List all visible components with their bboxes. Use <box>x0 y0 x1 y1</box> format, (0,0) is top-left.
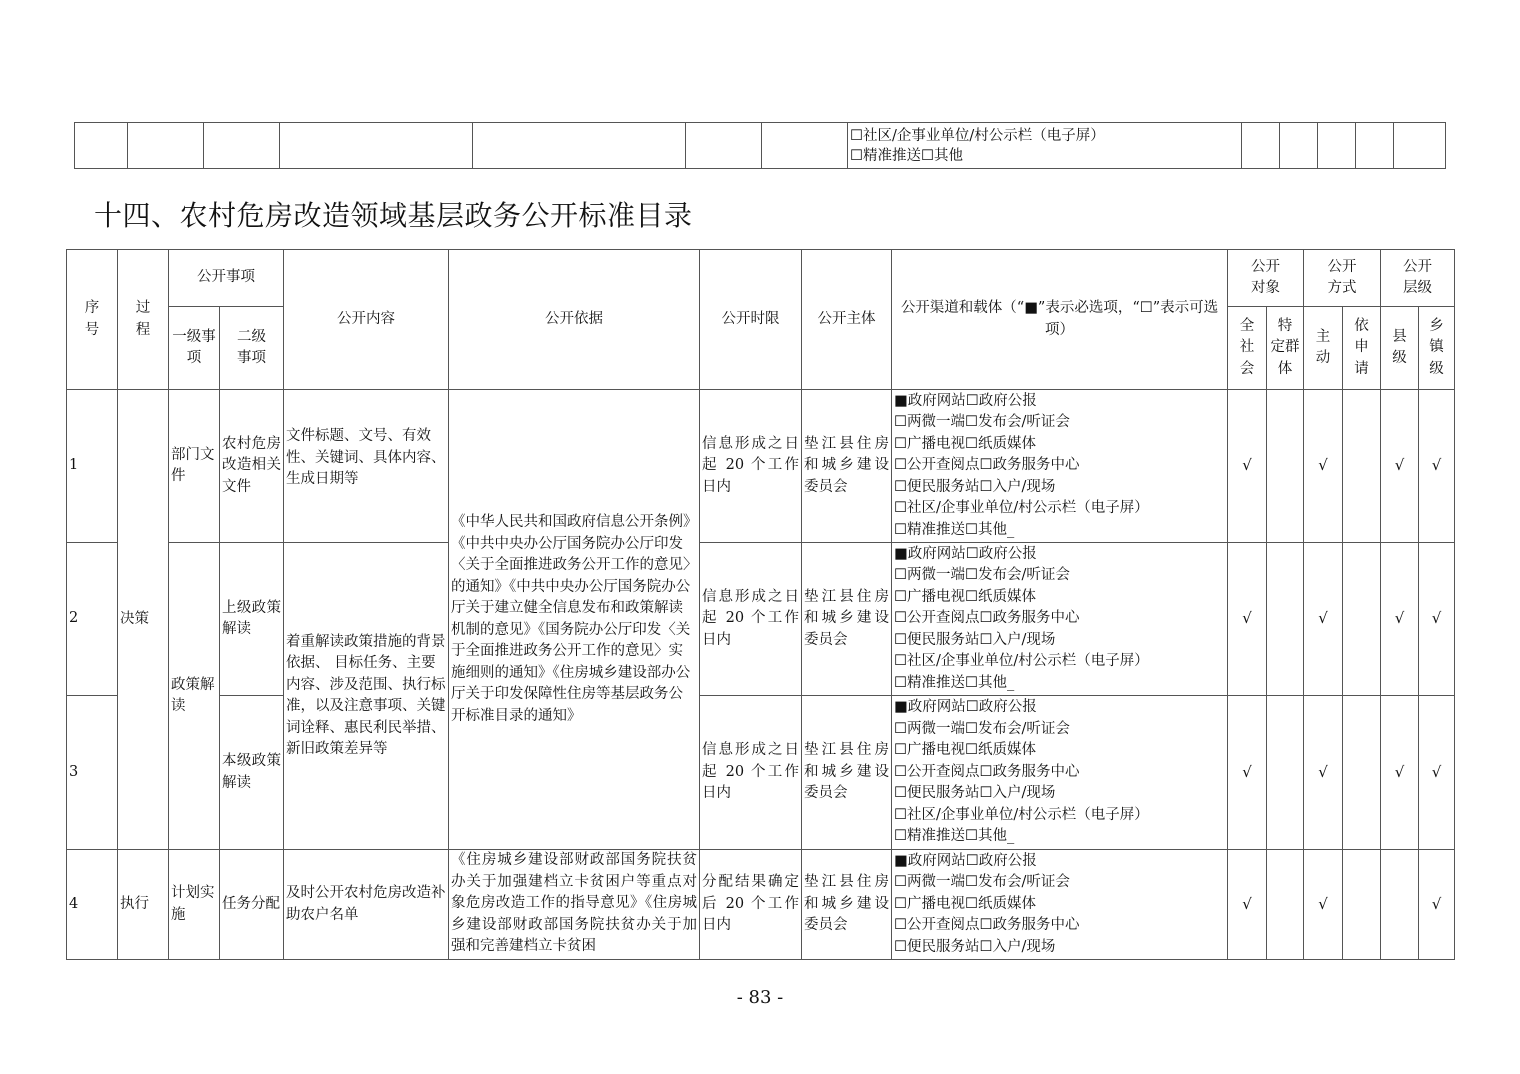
process-execute: 执行 <box>118 850 169 960</box>
table-header-row-1 <box>67 250 1455 307</box>
check-specific-group <box>1267 543 1304 696</box>
check-county: √ <box>1381 696 1419 850</box>
header-basis: 公开依据 <box>449 250 700 390</box>
row-time-limit: 信息形成之日起 20 个工作日内 <box>700 696 802 850</box>
header-time-limit: 公开时限 <box>700 250 802 390</box>
row-time-limit: 分配结果确定后 20 个工作日内 <box>700 850 802 960</box>
check-all-society: √ <box>1228 543 1267 696</box>
page-number: - 83 - <box>736 987 784 1008</box>
check-specific-group <box>1267 850 1304 960</box>
header-content: 公开内容 <box>284 250 449 390</box>
check-apply <box>1343 850 1381 960</box>
row-level1: 计划实施 <box>169 850 220 960</box>
row-channels: ■政府网站☐政府公报 ☐两微一端☐发布会/听证会 ☐广播电视☐纸质媒体 ☐公开查阅点☐政务服务中心 ☐便民服务站☐入户/现场 ☐社区/企事业单位/村公示栏（电子屏） ☐精准推送☐其他_ <box>892 390 1228 543</box>
check-county: √ <box>1381 543 1419 696</box>
row-level2: 本级政策解读 <box>220 696 284 850</box>
check-county: √ <box>1381 390 1419 543</box>
row-seq: 1 <box>67 390 118 543</box>
check-specific-group <box>1267 696 1304 850</box>
row-channels: ■政府网站☐政府公报 ☐两微一端☐发布会/听证会 ☐广播电视☐纸质媒体 ☐公开查阅点☐政务服务中心 ☐便民服务站☐入户/现场 <box>892 850 1228 960</box>
continuation-channels: ☐社区/企事业单位/村公示栏（电子屏） ☐精准推送☐其他 <box>848 123 1242 169</box>
policy-content: 着重解读政策措施的背景依据、 目标任务、主要内容、涉及范围、执行标准，以及注意事项、关键词诠释、惠民利民举措、新旧政策差异等 <box>284 543 449 850</box>
check-all-society: √ <box>1228 850 1267 960</box>
check-active: √ <box>1304 850 1343 960</box>
table-row <box>67 390 1455 543</box>
row-basis: 《住房城乡建设部财政部国务院扶贫办关于加强建档立卡贫困户等重点对象危房改造工作的指导意见》《住房城乡建设部财政部国务院扶贫办关于加强和完善建档立卡贫困 <box>449 850 700 960</box>
header-process: 过 程 <box>118 250 169 390</box>
check-town: √ <box>1419 696 1455 850</box>
row-level1-policy: 政策解读 <box>169 543 220 850</box>
table-row <box>67 696 1455 850</box>
row-level2: 农村危房改造相关文件 <box>220 390 284 543</box>
header-target: 公开 对象 <box>1228 250 1304 307</box>
header-target-all: 全 社 会 <box>1228 307 1267 390</box>
header-method: 公开 方式 <box>1304 250 1381 307</box>
header-method-apply: 依 申 请 <box>1343 307 1381 390</box>
header-channel: 公开渠道和载体（“■”表示必选项，“☐”表示可选项） <box>892 250 1228 390</box>
check-active: √ <box>1304 543 1343 696</box>
disclosure-catalog-table <box>66 249 1455 960</box>
row-subject: 垫江县住房和城乡建设委员会 <box>802 696 892 850</box>
table-row <box>67 850 1455 960</box>
section-title: 十四、农村危房改造领域基层政务公开标准目录 <box>94 199 693 232</box>
check-all-society: √ <box>1228 696 1267 850</box>
check-apply <box>1343 696 1381 850</box>
row-subject: 垫江县住房和城乡建设委员会 <box>802 543 892 696</box>
header-level: 公开 层级 <box>1381 250 1455 307</box>
header-level-county: 县 级 <box>1381 307 1419 390</box>
shared-basis: 《中华人民共和国政府信息公开条例》《中共中央办公厅国务院办公厅印发〈关于全面推进政务公开工作的意见〉的通知》《中共中央办公厅国务院办公厅关于建立健全信息发布和政策解读机制的意见》《国务院办公厅印发〈关于全面推进政务公开工作的意见〉实施细则的通知》《住房城乡建设部办公厅关于印发保障性住房等基层政务公开标准目录的通知》 <box>449 390 700 850</box>
row-channels: ■政府网站☐政府公报 ☐两微一端☐发布会/听证会 ☐广播电视☐纸质媒体 ☐公开查阅点☐政务服务中心 ☐便民服务站☐入户/现场 ☐社区/企事业单位/村公示栏（电子屏） ☐精准推送☐其他_ <box>892 543 1228 696</box>
row-seq: 2 <box>67 543 118 696</box>
continuation-table <box>74 122 1446 169</box>
check-all-society: √ <box>1228 390 1267 543</box>
check-active: √ <box>1304 696 1343 850</box>
check-town: √ <box>1419 543 1455 696</box>
row-level2: 上级政策解读 <box>220 543 284 696</box>
row-time-limit: 信息形成之日起 20 个工作日内 <box>700 390 802 543</box>
header-seq: 序 号 <box>67 250 118 390</box>
header-method-active: 主 动 <box>1304 307 1343 390</box>
row-seq: 3 <box>67 696 118 850</box>
row-subject: 垫江县住房和城乡建设委员会 <box>802 850 892 960</box>
header-level-town: 乡 镇 级 <box>1419 307 1455 390</box>
check-town: √ <box>1419 850 1455 960</box>
table-row <box>67 543 1455 696</box>
check-county <box>1381 850 1419 960</box>
check-apply <box>1343 390 1381 543</box>
row-content: 文件标题、文号、有效性、关键词、具体内容、生成日期等 <box>284 390 449 543</box>
row-level1: 部门文件 <box>169 390 220 543</box>
check-active: √ <box>1304 390 1343 543</box>
header-level1: 一级事 项 <box>169 307 220 390</box>
row-subject: 垫江县住房和城乡建设委员会 <box>802 390 892 543</box>
header-level2: 二级 事项 <box>220 307 284 390</box>
header-target-specific: 特 定群 体 <box>1267 307 1304 390</box>
process-decision: 决策 <box>118 390 169 850</box>
check-apply <box>1343 543 1381 696</box>
header-matter: 公开事项 <box>169 250 284 307</box>
check-town: √ <box>1419 390 1455 543</box>
row-content: 及时公开农村危房改造补助农户名单 <box>284 850 449 960</box>
row-channels: ■政府网站☐政府公报 ☐两微一端☐发布会/听证会 ☐广播电视☐纸质媒体 ☐公开查阅点☐政务服务中心 ☐便民服务站☐入户/现场 ☐社区/企事业单位/村公示栏（电子屏） ☐精准推送☐其他_ <box>892 696 1228 850</box>
row-level2: 任务分配 <box>220 850 284 960</box>
row-time-limit: 信息形成之日起 20 个工作日内 <box>700 543 802 696</box>
check-specific-group <box>1267 390 1304 543</box>
row-seq: 4 <box>67 850 118 960</box>
header-subject: 公开主体 <box>802 250 892 390</box>
